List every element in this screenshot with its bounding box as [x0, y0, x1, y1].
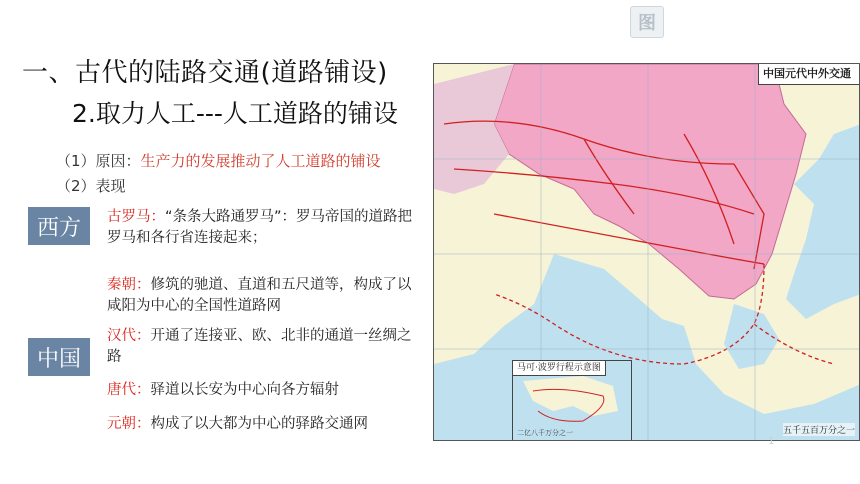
item-text: 修筑的驰道、直道和五尺道等，构成了以咸阳为中心的全国性道路网: [107, 277, 412, 314]
item-key: 秦朝：: [107, 277, 151, 293]
item-key: 元朝：: [107, 416, 151, 432]
item-text: 驿道以长安为中心向各方辐射: [150, 382, 339, 398]
inset-scale: 二亿八千万分之一: [517, 429, 573, 437]
map-drawing: [434, 64, 860, 441]
page-title: 一、古代的陆路交通(道路铺设): [22, 58, 388, 88]
item-text: 开通了连接亚、欧、北非的通道一丝绸之路: [107, 328, 412, 365]
reason-text: 生产力的发展推动了人工道路的铺设: [140, 152, 381, 170]
item-text: “条条大路通罗马”：罗马帝国的道路把罗马和各行省连接起来；: [107, 209, 413, 246]
map-scale: 五千五百万分之一: [783, 423, 855, 436]
item-key: 唐代：: [107, 382, 151, 398]
item-yuan-dynasty: [107, 414, 417, 435]
reason-line: [56, 150, 381, 171]
inset-title: 马可·波罗行程示意图: [513, 361, 606, 376]
manifestation-label: （2）表现: [56, 177, 126, 195]
yuan-transport-map: [433, 63, 860, 441]
item-tang-dynasty: [107, 380, 417, 401]
item-text: 构成了以大都为中心的驿路交通网: [150, 416, 368, 432]
section-subtitle: 2.取力人工---人工道路的铺设: [72, 99, 398, 128]
item-key: 汉代：: [107, 328, 151, 344]
reason-label: （1）原因：: [56, 152, 141, 170]
item-qin-dynasty: [107, 275, 417, 317]
badge-west: 西方: [28, 207, 90, 245]
map-inset-marco-polo: [512, 360, 632, 441]
item-key: 古罗马：: [107, 209, 165, 225]
map-title: 中国元代中外交通: [758, 64, 859, 85]
badge-china: 中国: [28, 338, 90, 376]
item-ancient-rome: [107, 207, 417, 249]
presentation-logo-icon: 图: [630, 6, 664, 38]
item-han-dynasty: [107, 326, 425, 368]
page-number: 1: [768, 436, 775, 447]
